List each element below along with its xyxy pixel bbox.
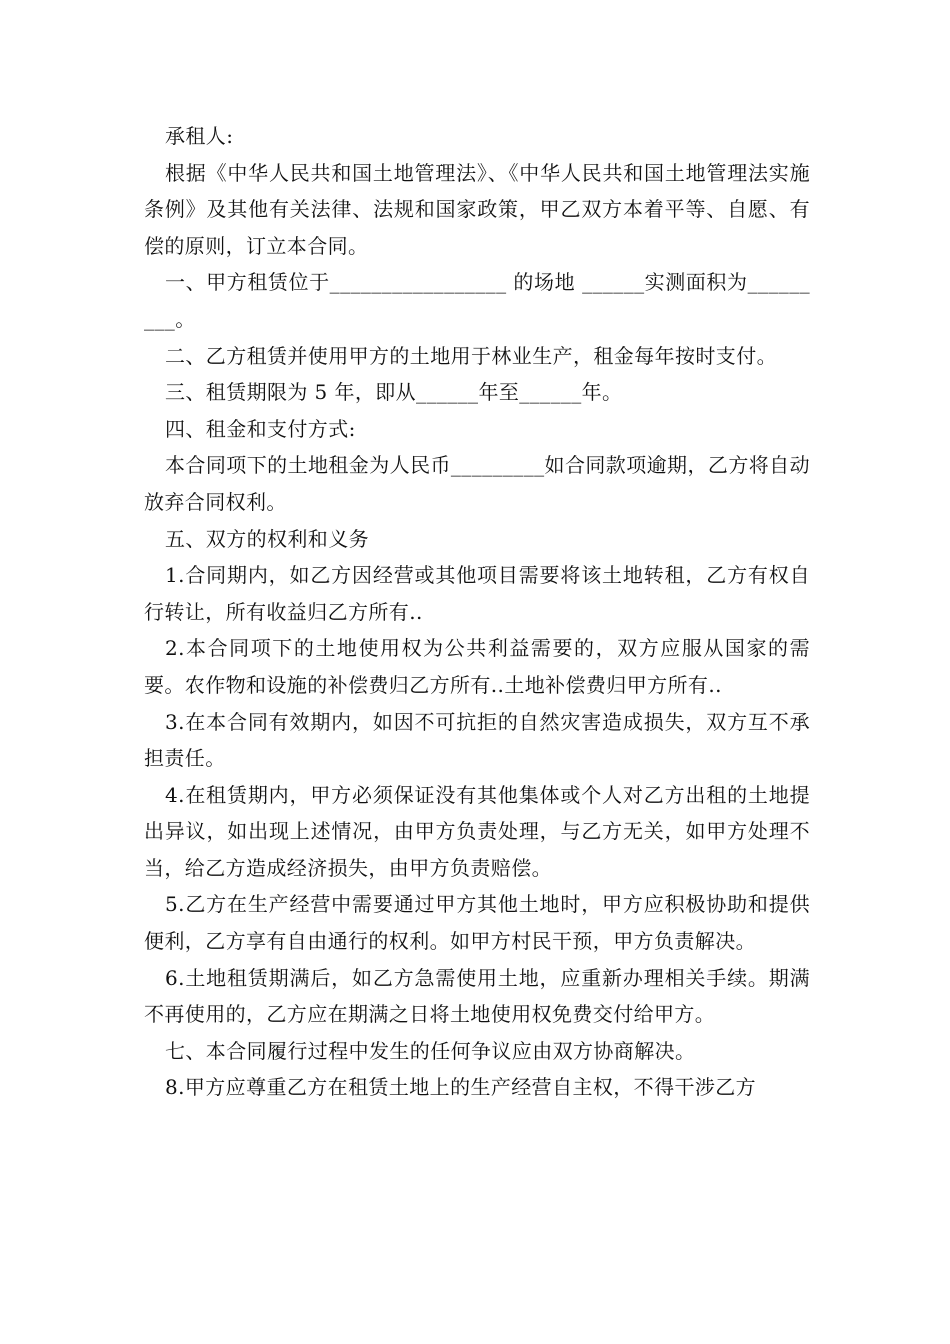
paragraph-clause-1-location: [144, 264, 810, 337]
paragraph-text: 根据《中华人民共和国土地管理法》、《中华人民共和国土地管理法实施条例》及其他有关法律、法规和国家政策，甲乙双方本着平等、自愿、有偿的原则，订立本合同。: [144, 160, 810, 258]
paragraph-text: 三、租赁期限为 5 年，即从______年至______年。: [165, 380, 623, 405]
paragraph-text: 6.土地租赁期满后，如乙方急需使用土地，应重新办理相关手续。期满不再使用的，乙方应在期满之日将土地使用权免费交付给甲方。: [144, 965, 810, 1027]
paragraph-clause-4-heading: [144, 411, 810, 448]
paragraph-item-8: [144, 1069, 810, 1106]
paragraph-text: 1.合同期内，如乙方因经营或其他项目需要将该土地转租，乙方有权自行转让，所有收益归乙方所有..: [144, 563, 810, 624]
paragraph-text: 4.在租赁期内，甲方必须保证没有其他集体或个人对乙方出租的土地提出异议，如出现上述情况，由甲方负责处理，与乙方无关，如甲方处理不当，给乙方造成经济损失，由甲方负责赔偿。: [144, 782, 810, 880]
paragraph-item-4: [144, 777, 810, 887]
paragraph-text: 七、本合同履行过程中发生的任何争议应由双方协商解决。: [165, 1038, 696, 1063]
paragraph-item-5: [144, 886, 810, 959]
paragraph-text: 5.乙方在生产经营中需要通过甲方其他土地时，甲方应积极协助和提供便利，乙方享有自由通行的权利。如甲方村民干预，甲方负责解决。: [144, 892, 810, 954]
paragraph-text: 五、双方的权利和义务: [165, 526, 369, 551]
paragraph-text: 二、乙方租赁并使用甲方的土地用于林业生产，租金每年按时支付。: [165, 343, 777, 368]
paragraph-clause-3-term: [144, 374, 810, 411]
paragraph-text: 四、租金和支付方式:: [165, 416, 356, 441]
paragraph-clause-5-heading: [144, 521, 810, 558]
paragraph-text: 8.甲方应尊重乙方在租赁土地上的生产经营自主权，不得干涉乙方: [165, 1075, 757, 1100]
paragraph-item-3: [144, 704, 810, 777]
paragraph-item-1: [144, 557, 810, 630]
paragraph-legal-basis: [144, 155, 810, 265]
paragraph-item-6: [144, 960, 810, 1033]
paragraph-item-2: [144, 630, 810, 703]
paragraph-text: 一、甲方租赁位于_________________ 的场地 ______实测面积为_________。: [144, 270, 810, 331]
paragraph-text: 2.本合同项下的土地使用权为公共利益需要的，双方应服从国家的需要。农作物和设施的补偿费归乙方所有..土地补偿费归甲方所有..: [144, 636, 810, 697]
paragraph-clause-2-usage: [144, 338, 810, 375]
paragraph-rent-amount: [144, 447, 810, 520]
paragraph-text: 3.在本合同有效期内，如因不可抗拒的自然灾害造成损失，双方互不承担责任。: [144, 709, 810, 771]
paragraph-text: 本合同项下的土地租金为人民币_________如合同款项逾期，乙方将自动放弃合同权利。: [144, 453, 810, 514]
document-page: [144, 118, 810, 1106]
paragraph-text: 承租人:: [165, 124, 234, 148]
paragraph-clause-7-dispute: [144, 1033, 810, 1070]
paragraph-lessee: [144, 118, 810, 155]
